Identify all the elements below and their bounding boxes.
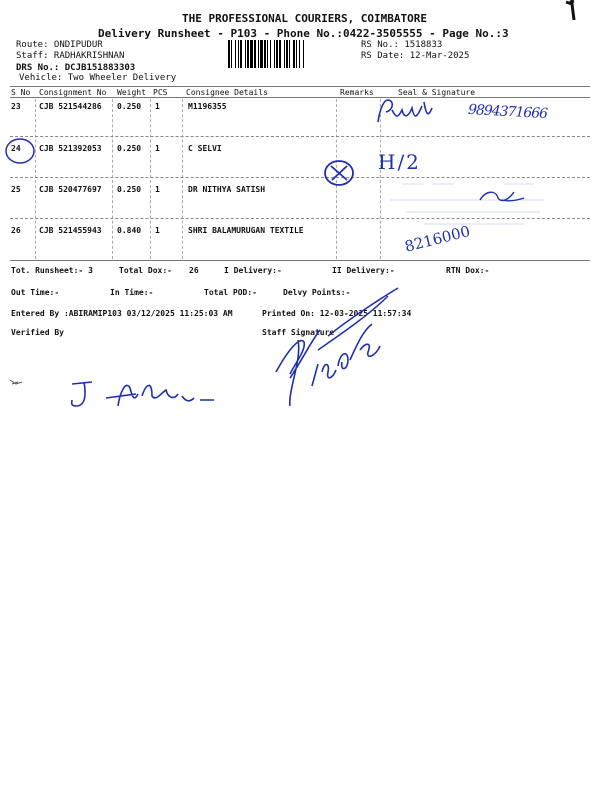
row-consignee: C SELVI bbox=[188, 144, 222, 153]
row-sno: 26 bbox=[11, 226, 21, 235]
staff-signature-scribble bbox=[268, 280, 418, 412]
row-consignee: M1196355 bbox=[188, 102, 227, 111]
row-sno: 25 bbox=[11, 185, 21, 194]
rs-no-text: RS No.: 1518833 bbox=[361, 40, 443, 50]
col-divider bbox=[150, 99, 151, 259]
col-divider bbox=[35, 99, 36, 259]
table-bottom-rule bbox=[10, 260, 590, 261]
row-divider bbox=[10, 136, 590, 137]
col-consignee: Consignee Details bbox=[186, 88, 268, 97]
table-top-rule bbox=[10, 86, 590, 87]
staff-signature-label: Staff Signature bbox=[262, 328, 335, 337]
ii-delivery: II Delivery:- bbox=[332, 266, 395, 275]
company-title: THE PROFESSIONAL COURIERS, COIMBATORE bbox=[182, 12, 428, 25]
drs-text: DRS No.: DCJB151883303 bbox=[16, 63, 136, 73]
row-pcs: 1 bbox=[155, 226, 160, 235]
total-dox-value: 26 bbox=[189, 266, 199, 275]
row-consignment: CJB 521544286 bbox=[39, 102, 102, 111]
col-divider bbox=[112, 99, 113, 259]
total-pod: Total POD:- bbox=[204, 288, 257, 297]
col-remarks: Remarks bbox=[340, 88, 374, 97]
verified-signature bbox=[6, 372, 226, 416]
row-weight: 0.250 bbox=[117, 102, 142, 111]
col-consignment: Consignment No bbox=[39, 88, 107, 97]
row-consignee: SHRI BALAMURUGAN TEXTILE bbox=[188, 226, 304, 235]
signature-row23 bbox=[372, 96, 442, 130]
in-time: In Time:- bbox=[110, 288, 154, 297]
handwritten-h12: H/2 bbox=[378, 150, 421, 174]
vehicle-text: Vehicle: Two Wheeler Delivery bbox=[19, 73, 177, 83]
row-pcs: 1 bbox=[155, 185, 160, 194]
col-sno: S No bbox=[11, 88, 31, 97]
col-divider bbox=[182, 99, 183, 259]
row-pcs: 1 bbox=[155, 102, 160, 111]
total-dox-label: Total Dox:- bbox=[119, 266, 172, 275]
delvy-points: Delvy Points:- bbox=[283, 288, 351, 297]
i-delivery: I Delivery:- bbox=[224, 266, 282, 275]
row-weight: 0.250 bbox=[117, 144, 142, 153]
entered-by: Entered By :ABIRAMIP103 03/12/2025 11:25:03 AM bbox=[11, 309, 233, 318]
col-seal-signature: Seal & Signature bbox=[398, 88, 476, 97]
handwritten-amount: 8216000 bbox=[402, 222, 473, 256]
row-consignment: CJB 520477697 bbox=[39, 185, 102, 194]
handwritten-phone: 9894371666 bbox=[467, 101, 548, 123]
table-header-rule bbox=[10, 97, 590, 98]
rtn-dox: RTN Dox:- bbox=[446, 266, 490, 275]
row-consignee: DR NITHYA SATISH bbox=[188, 185, 266, 194]
tot-runsheet: Tot. Runsheet:- 3 bbox=[11, 266, 93, 275]
row-consignment: CJB 521392053 bbox=[39, 144, 102, 153]
route-text: Route: ONDIPUDUR bbox=[16, 40, 103, 50]
printed-on: Printed On: 12-03-2025 11:57:34 bbox=[262, 309, 412, 318]
rs-date-text: RS Date: 12-Mar-2025 bbox=[361, 51, 470, 61]
row-pcs: 1 bbox=[155, 144, 160, 153]
row-weight: 0.840 bbox=[117, 226, 142, 235]
row-sno: 24 bbox=[11, 144, 21, 153]
verified-by: Verified By bbox=[11, 328, 64, 337]
staff-text: Staff: RADHAKRISHNAN bbox=[16, 51, 125, 61]
row-consignment: CJB 521455943 bbox=[39, 226, 102, 235]
runsheet-subtitle: Delivery Runsheet - P103 - Phone No.:0422-3505555 - Page No.:3 bbox=[98, 27, 509, 40]
out-time: Out Time:- bbox=[11, 288, 60, 297]
col-weight: Weight bbox=[117, 88, 146, 97]
corner-ink-mark bbox=[560, 0, 590, 24]
barcode bbox=[228, 40, 354, 70]
circle-mark-row24 bbox=[4, 136, 36, 166]
circled-x-mark bbox=[322, 158, 356, 188]
col-pcs: PCS bbox=[153, 88, 168, 97]
row-weight: 0.250 bbox=[117, 185, 142, 194]
row-sno: 23 bbox=[11, 102, 21, 111]
